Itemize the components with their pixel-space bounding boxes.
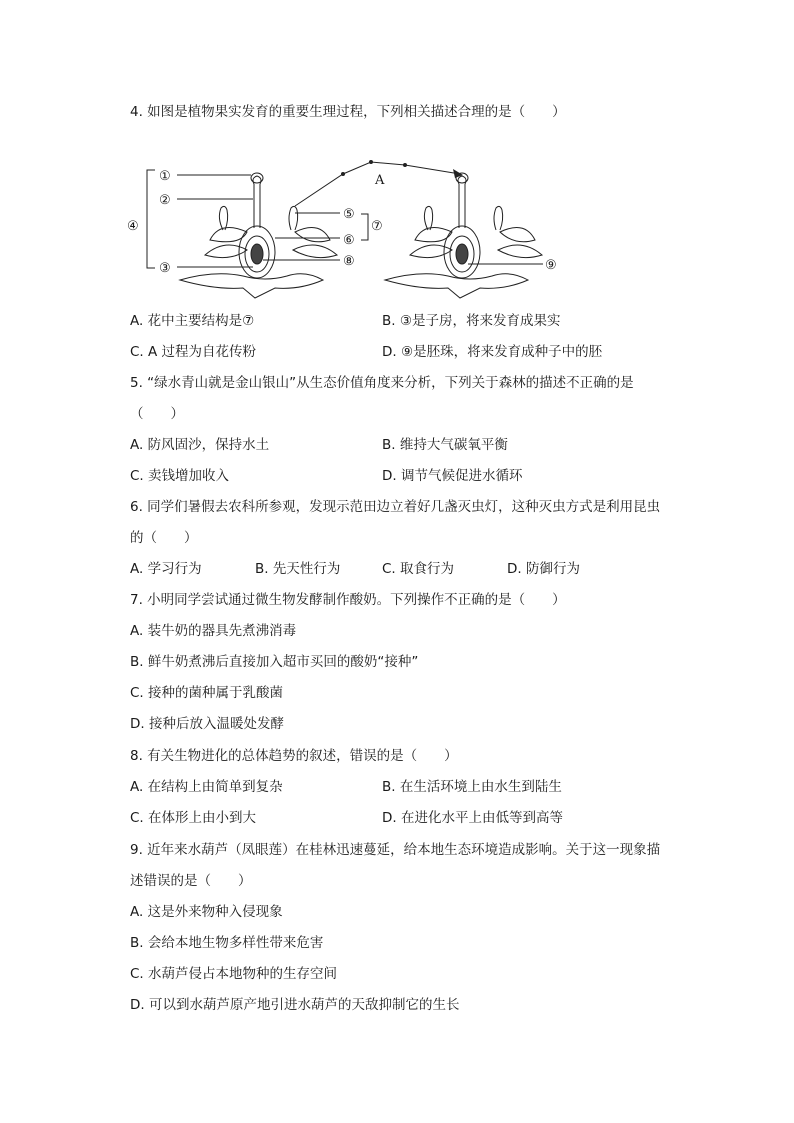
q4-option-d: D. ⑨是胚珠，将来发育成种子中的胚: [382, 344, 603, 360]
q7-option-d: D. 接种后放入温暖处发酵: [130, 716, 284, 732]
q8-option-b: B. 在生活环境上由水生到陆生: [382, 779, 562, 795]
q5-option-d: D. 调节气候促进水循环: [382, 468, 523, 484]
label-2: ②: [159, 193, 171, 208]
q9-option-b: B. 会给本地生物多样性带来危害: [130, 935, 324, 951]
q7-option-c: C. 接种的菌种属于乳酸菌: [130, 685, 284, 701]
q8-option-c: C. 在体形上由小到大: [130, 810, 257, 826]
flower-fruit-development-diagram: [125, 150, 585, 300]
q9-option-d: D. 可以到水葫芦原产地引进水葫芦的天敌抑制它的生长: [130, 997, 460, 1013]
label-1: ①: [159, 169, 171, 184]
q5-option-c: C. 卖钱增加收入: [130, 468, 230, 484]
q8-stem: 8. 有关生物进化的总体趋势的叙述，错误的是（ ）: [130, 748, 458, 764]
q4-stem: 4. 如图是植物果实发育的重要生理过程，下列相关描述合理的是（ ）: [130, 104, 566, 120]
q4-option-a: A. 花中主要结构是⑦: [130, 313, 255, 329]
q8-option-a: A. 在结构上由简单到复杂: [130, 779, 283, 795]
q5-option-b: B. 维持大气碳氧平衡: [382, 437, 508, 453]
q7-stem: 7. 小明同学尝试通过微生物发酵制作酸奶。下列操作不正确的是（ ）: [130, 592, 566, 608]
q9-option-c: C. 水葫芦侵占本地物种的生存空间: [130, 966, 338, 982]
arrow-label-a: A: [375, 173, 385, 188]
q9-option-a: A. 这是外来物种入侵现象: [130, 904, 283, 920]
q6-stem-line1: 6. 同学们暑假去农科所参观，发现示范田边立着好几盏灭虫灯，这种灭虫方式是利用昆虫: [130, 499, 661, 515]
q7-option-b: B. 鲜牛奶煮沸后直接加入超市买回的酸奶“接种”: [130, 654, 419, 670]
q9-stem-line1: 9. 近年来水葫芦（凤眼莲）在桂林迅速蔓延，给本地生态环境造成影响。关于这一现象描: [130, 842, 661, 858]
q5-option-a: A. 防风固沙，保持水土: [130, 437, 270, 453]
q6-option-b: B. 先天性行为: [255, 561, 341, 577]
label-7: ⑦: [371, 219, 383, 234]
label-9: ⑨: [545, 258, 557, 273]
q7-option-a: A. 装牛奶的器具先煮沸消毒: [130, 623, 297, 639]
q4-option-b: B. ③是子房，将来发育成果实: [382, 313, 561, 329]
label-5: ⑤: [343, 207, 355, 222]
label-8: ⑧: [343, 254, 355, 269]
q6-option-a: A. 学习行为: [130, 561, 202, 577]
label-3: ③: [159, 261, 171, 276]
label-4: ④: [127, 219, 139, 234]
q9-stem-line2: 述错误的是（ ）: [130, 873, 252, 889]
q8-option-d: D. 在进化水平上由低等到高等: [382, 810, 563, 826]
q6-option-c: C. 取食行为: [382, 561, 455, 577]
q6-stem-line2: 的（ ）: [130, 530, 198, 546]
q5-stem-line2: （ ）: [130, 406, 184, 422]
q5-stem-line1: 5. “绿水青山就是金山银山”从生态价值角度来分析，下列关于森林的描述不正确的是: [130, 375, 634, 391]
q6-option-d: D. 防御行为: [507, 561, 580, 577]
label-6: ⑥: [343, 233, 355, 248]
q4-option-c: C. A 过程为自花传粉: [130, 344, 257, 360]
